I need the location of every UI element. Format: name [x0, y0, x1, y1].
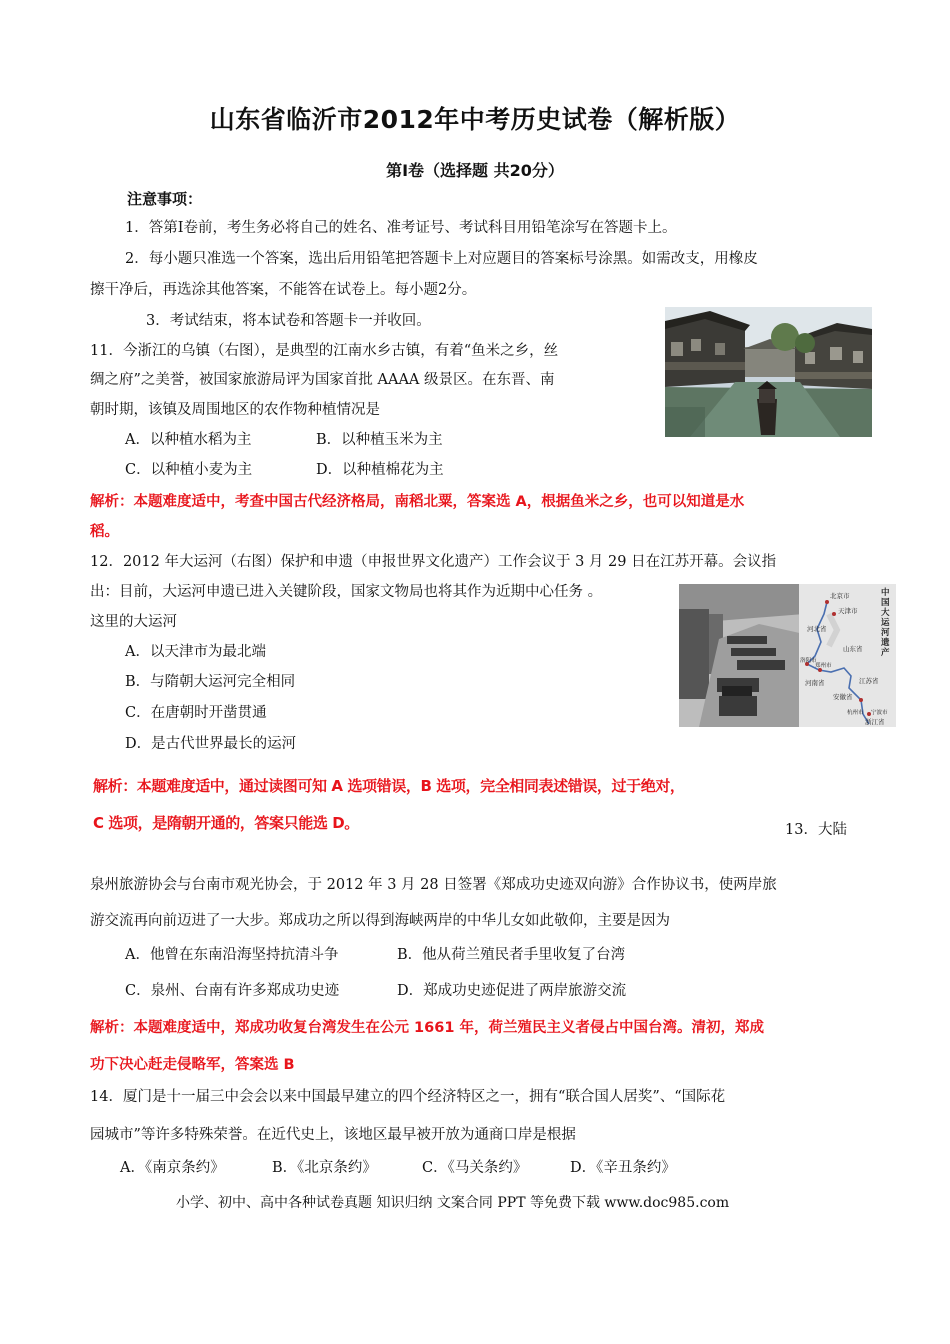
q12-stem-line-1: 12．2012 年大运河（右图）保护和申遗（申报世界文化遗产）工作会议于 3 月 29 日在江苏开幕。会议指	[90, 554, 777, 570]
map-label-zhengzhou: 郑州市	[815, 663, 832, 669]
map-label-hebei: 河北省	[807, 625, 827, 633]
map-label-hangzhou: 杭州市	[847, 710, 864, 716]
note-item-1: 1．答第Ⅰ卷前，考生务必将自己的姓名、准考证号、考试科目用铅笔涂写在答题卡上。	[125, 220, 677, 236]
q11-analysis-line-1: 解析：本题难度适中，考查中国古代经济格局，南稻北粟，答案选 A，根据鱼米之乡，也可以知道是水	[90, 494, 745, 510]
q14-stem-line-2: 园城市”等许多特殊荣誉。在近代史上，该地区最早被开放为通商口岸是根据	[90, 1127, 576, 1143]
q13-stem-line-2: 游交流再向前迈进了一大步。郑成功之所以得到海峡两岸的中华儿女如此敬仰，主要是因为	[90, 913, 670, 929]
map-label-jiangsu: 江苏省	[859, 677, 879, 685]
q13-analysis-line-1: 解析：本题难度适中，郑成功收复台湾发生在公元 1661 年，荷兰殖民主义者侵占中国台湾。清初，郑成	[90, 1020, 764, 1036]
q11-option-a: A．以种植水稻为主	[125, 432, 252, 448]
notes-heading: 注意事项：	[127, 190, 203, 208]
q14-option-d: D．《辛丑条约》	[570, 1160, 676, 1176]
q12-analysis-line-2: C 选项，是隋朝开通的，答案只能选 D。	[93, 814, 359, 832]
q11-option-c: C．以种植小麦为主	[125, 462, 253, 478]
q13-option-c: C．泉州、台南有许多郑成功史迹	[125, 983, 340, 999]
q13-stem-line-1: 泉州旅游协会与台南市观光协会，于 2012 年 3 月 28 日签署《郑成功史迹双向游》合作协议书，使两岸旅	[90, 877, 777, 893]
q11-option-d: D．以种植棉花为主	[316, 462, 444, 478]
map-label-ningbo: 宁波市	[871, 710, 888, 716]
q13-option-d: D．郑成功史迹促进了两岸旅游交流	[397, 983, 627, 999]
q12-option-a: A．以天津市为最北端	[125, 644, 266, 660]
map-label-beijing: 北京市	[830, 592, 850, 600]
q11-stem-line-2: 绸之府”之美誉，被国家旅游局评为国家首批 AAAA 级景区。在东晋、南	[90, 372, 555, 388]
q13-option-a: A．他曾在东南沿海坚持抗清斗争	[125, 947, 339, 963]
map-label-anhui: 安徽省	[833, 693, 853, 701]
map-label-luoyang: 洛阳市	[800, 658, 817, 664]
q13-analysis-line-2: 功下决心赶走侵略军，答案选 B	[90, 1057, 295, 1073]
q11-stem-line-1: 11．今浙江的乌镇（右图），是典型的江南水乡古镇，有着“鱼米之乡，丝	[90, 343, 559, 359]
q11-stem-line-3: 朝时期，该镇及周围地区的农作物种植情况是	[90, 402, 380, 418]
q14-option-c: C．《马关条约》	[422, 1160, 528, 1176]
q12-stem-line-2: 出：目前，大运河申遗已进入关键阶段，国家文物局也将其作为近期中心任务 。	[90, 584, 603, 600]
grand-canal-photo-map	[679, 584, 896, 727]
q13-option-b: B．他从荷兰殖民者手里收复了台湾	[397, 947, 626, 963]
q12-option-b: B．与隋朝大运河完全相同	[125, 674, 296, 690]
q11-option-b: B．以种植玉米为主	[316, 432, 443, 448]
q14-option-b: B．《北京条约》	[272, 1160, 377, 1176]
q13-stem-start: 13．大陆	[785, 822, 847, 838]
q12-stem-line-3: 这里的大运河	[90, 614, 177, 630]
q14-stem-line-1: 14．厦门是十一届三中会会以来中国最早建立的四个经济特区之一，拥有“联合国人居奖”、“国际花	[90, 1089, 726, 1105]
map-label-henan: 河南省	[805, 679, 825, 687]
map-label-tianjin: 天津市	[838, 607, 858, 615]
page-title: 山东省临沂市2012年中考历史试卷（解析版）	[209, 105, 741, 134]
q12-option-c: C．在唐朝时开凿贯通	[125, 705, 267, 721]
q12-option-d: D．是古代世界最长的运河	[125, 736, 297, 752]
note-item-2-line-1: 2．每小题只准选一个答案，选出后用铅笔把答题卡上对应题目的答案标号涂黑。如需改支，用橡皮	[125, 251, 758, 267]
section-title: 第Ⅰ卷（选择题 共20分）	[386, 161, 564, 180]
q14-option-a: A．《南京条约》	[120, 1160, 225, 1176]
note-item-3: 3．考试结束，将本试卷和答题卡一并收回。	[146, 313, 431, 329]
map-label-shandong: 山东省	[843, 645, 863, 653]
map-label-zhejiang: 浙江省	[865, 718, 885, 726]
map-title: 中国大运河遗产	[881, 588, 890, 658]
wuzhen-water-town-photo	[665, 307, 872, 437]
q11-analysis-line-2: 稻。	[90, 524, 119, 540]
note-item-2-line-2: 擦干净后，再选涂其他答案，不能答在试卷上。每小题2分。	[90, 282, 477, 298]
page-footer: 小学、初中、高中各种试卷真题 知识归纳 文案合同 PPT 等免费下载 www.doc985.com	[176, 1195, 730, 1211]
q12-analysis-line-1: 解析：本题难度适中，通过读图可知 A 选项错误，B 选项，完全相同表述错误，过于绝对，	[93, 777, 685, 795]
